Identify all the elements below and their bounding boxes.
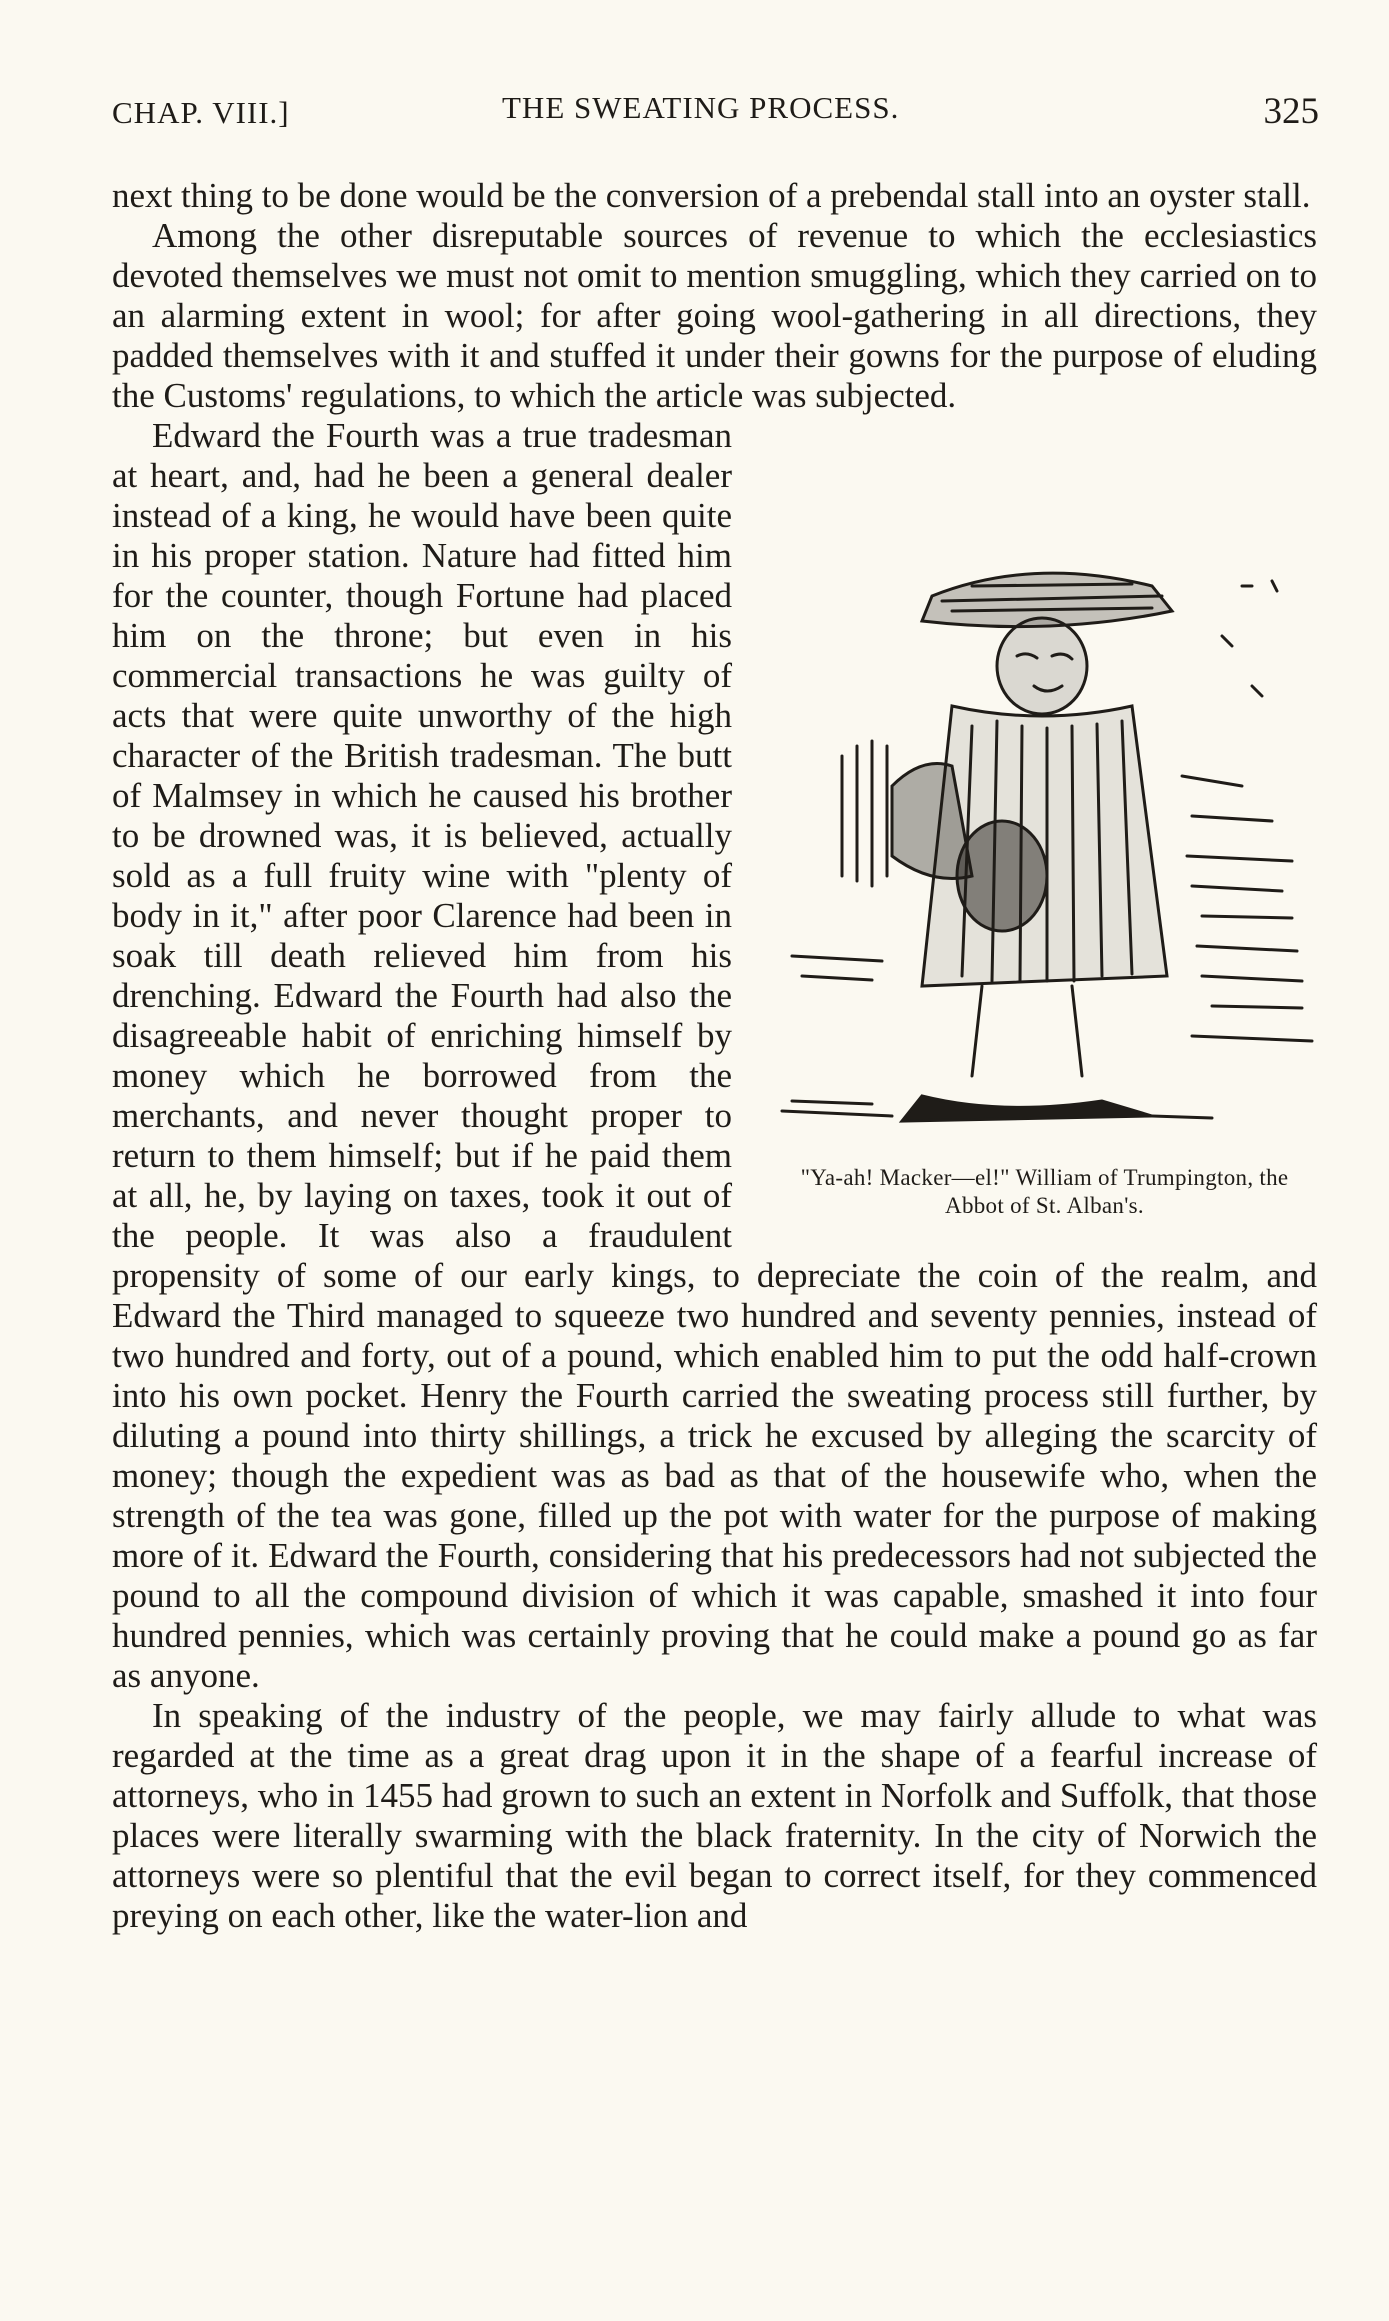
body-text [112, 176, 1317, 1936]
figure-caption: "Ya-ah! Macker—el!" William of Trumpington, the Abbot of St. Alban's. [800, 1165, 1289, 1218]
running-title: THE SWEATING PROCESS. [502, 90, 900, 125]
paragraph-continued: next thing to be done would be the conversion of a prebendal stall into an oyster stall. [112, 176, 1311, 215]
chapter-label: CHAP. VIII.] [112, 95, 290, 130]
illustration-figure [772, 556, 1317, 1228]
paragraph-attorneys: In speaking of the industry of the people, we may fairly allude to what was regarded at the time as a great drag upon it in the shape of a fearful increase of attorneys, who in 1455 had grown to such an extent in Norfolk and Suffolk, that those places were literally swarming with the black fraternity. In the city of Norwich the attorneys were so plentiful that the evil began to correct itself, for they commenced preying on each other, like the water-lion and [112, 1696, 1317, 1935]
page-number: 325 [1263, 91, 1319, 132]
woodcut-illustration [772, 556, 1317, 1156]
paragraph-smuggling: Among the other disreputable sources of revenue to which the ecclesiastics devoted themselves we must not omit to mention smuggling, which they carried on to an alarming extent in wool; for after going wool-gathering in all directions, they padded themselves with it and stuffed it under their gowns for the purpose of eluding the Customs' regulations, to which the article was subjected. [112, 216, 1317, 415]
running-head [112, 90, 1319, 140]
paragraph-edward: Edward the Fourth was a true tradesman at heart, and, had he been a general dealer instead of a king, he would have been quite in his proper station. Nature had fitted him for the counter, though Fortune had placed him on the throne; but even in his commercial transactions he was guilty of acts that were quite unworthy of the high character of the British tradesman. The butt of Malmsey in which he caused his brother to be drowned was, it is believed, actually sold as a full fruity wine with "plenty of body in it," after poor Clarence had been in soak till death relieved him from his drenching. Edward the Fourth had also the disagreeable habit of enriching himself by money which he borrowed from the merchants, and never thought proper to return to them himself; but if he paid them at all, he, by laying on taxes, took it out of the people. It was also a fraudulent propensity of some of our early kings, to depreciate the coin of the realm, and Edward the Third managed to squeeze two hundred and seventy pennies, instead of two hundred and forty, out of a pound, which enabled him to put the odd half-crown into his own pocket. Henry the Fourth carried the sweating process still further, by diluting a pound into thirty shillings, a trick he excused by alleging the scarcity of money; though the expedient was as bad as that of the housewife who, when the strength of the tea was gone, filled up the pot with water for the purpose of making more of it. Edward the Fourth, considering that his predecessors had not subjected the pound to all the compound division of which it was capable, smashed it into four hundred pennies, which was certainly proving that he could make a pound go as far as anyone. [112, 416, 1317, 1695]
